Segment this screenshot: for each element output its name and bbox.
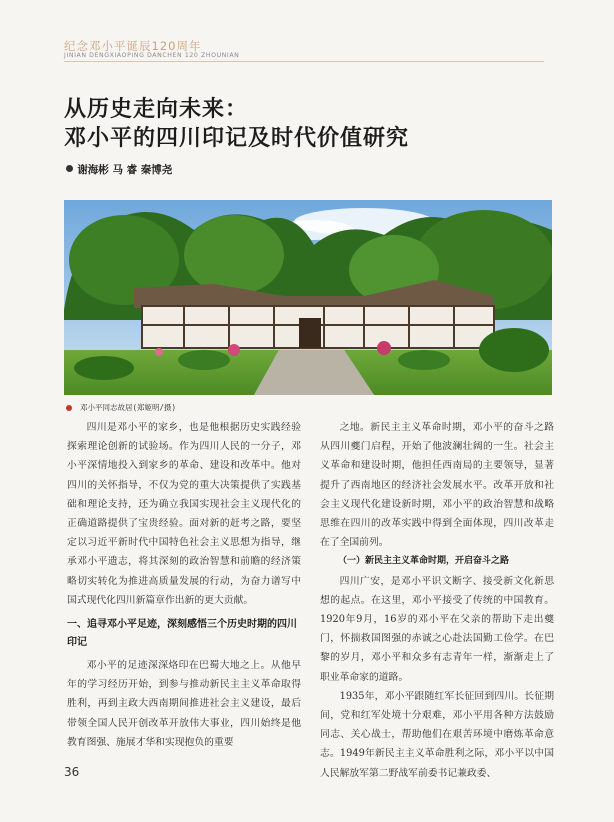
subsection-heading: （一）新民主主义革命时期，开启奋斗之路 — [338, 556, 510, 567]
photo-caption: 邓小平同志故居(郑姬明/摄) — [80, 403, 177, 412]
page-number: 36 — [64, 765, 80, 779]
article-title-line1: 从历史走向未来： — [64, 96, 249, 122]
author-list — [70, 162, 172, 177]
residence-photo — [64, 200, 552, 395]
column-title: 纪念邓小平诞辰120周年 — [64, 39, 202, 53]
intro-paragraph: 四川是邓小平的家乡，也是他根据历史实践经验探索理论创新的试验场。作为四川人民的一分子，邓小平深情地投入到家乡的革命、建设和改革中。他对四川的关怀指导，不仅为党的重大决策提供了实践基础和理论支持，还为确立我国实现社会主义现代化的正确道路提供了宝贵经验。面对新的赶考之路，要坚定以习近平新时代中国特色社会主义思想为指导，继承邓小平遗志，将其深刻的政治智慧和前瞻的经济策略切实转化为推进高质量发展的行动，为奋力谱写中国式现代化四川新篇章作出新的更大贡献。 — [67, 422, 301, 606]
article-title-line2: 邓小平的四川印记及时代价值研究 — [64, 125, 410, 151]
authors-text: 谢海彬 马 睿 秦博尧 — [77, 164, 173, 176]
header-divider — [64, 61, 544, 62]
column-title-pinyin: JINIAN DENGXIAOPING DANCHEN 120 ZHOUNIAN — [64, 52, 240, 59]
section-paragraph: 邓小平的足迹深深烙印在巴蜀大地之上。从他早年的学习经历开始，到参与推动新民主主义革命取得胜利，再到主政大西南期间推进社会主义建设，最后带领全国人民开创改革开放伟大事业，四川始终是他教育图强、施展才华和实现抱负的重要 — [67, 660, 301, 748]
section-heading: 一、追寻邓小平足迹，深刻感悟三个历史时期的四川印记 — [67, 619, 297, 649]
paragraph: 四川广安，是邓小平识文断字、接受新文化新思想的起点。在这里，邓小平接受了传统的中国教育。1920年9月，16岁的邓小平在父亲的帮助下走出夔门，怀揣救国图强的赤诚之心赴法国勤工俭学。在巴黎的岁月，邓小平和众多有志青年一样，渐渐走上了职业革命家的道路。 — [320, 575, 554, 683]
left-column — [67, 418, 301, 752]
caption-bullet-icon — [66, 405, 72, 411]
right-column — [320, 418, 554, 783]
paragraph: 之地。新民主主义革命时期，邓小平的奋斗之路从四川夔门启程，开始了他波澜壮阔的一生。社会主义革命和建设时期，他担任西南局的主要领导，显著提升了西南地区的经济社会发展水平。改革开放和社会主义现代化建设新时期，邓小平的政治智慧和战略思维在四川的改革实践中得到全面体现，四川改革走在了全国前列。 — [320, 422, 554, 549]
paragraph: 1935年，邓小平跟随红军长征回到四川。长征期间，党和红军处境十分艰难，邓小平用各种方法鼓励同志、关心战士，帮助他们在艰苦环境中磨炼革命意志。1949年新民主主义革命胜利之际，邓小平以中国人民解放军第二野战军前委书记兼政委、 — [320, 690, 554, 779]
residence-photo-illustration — [64, 200, 552, 395]
